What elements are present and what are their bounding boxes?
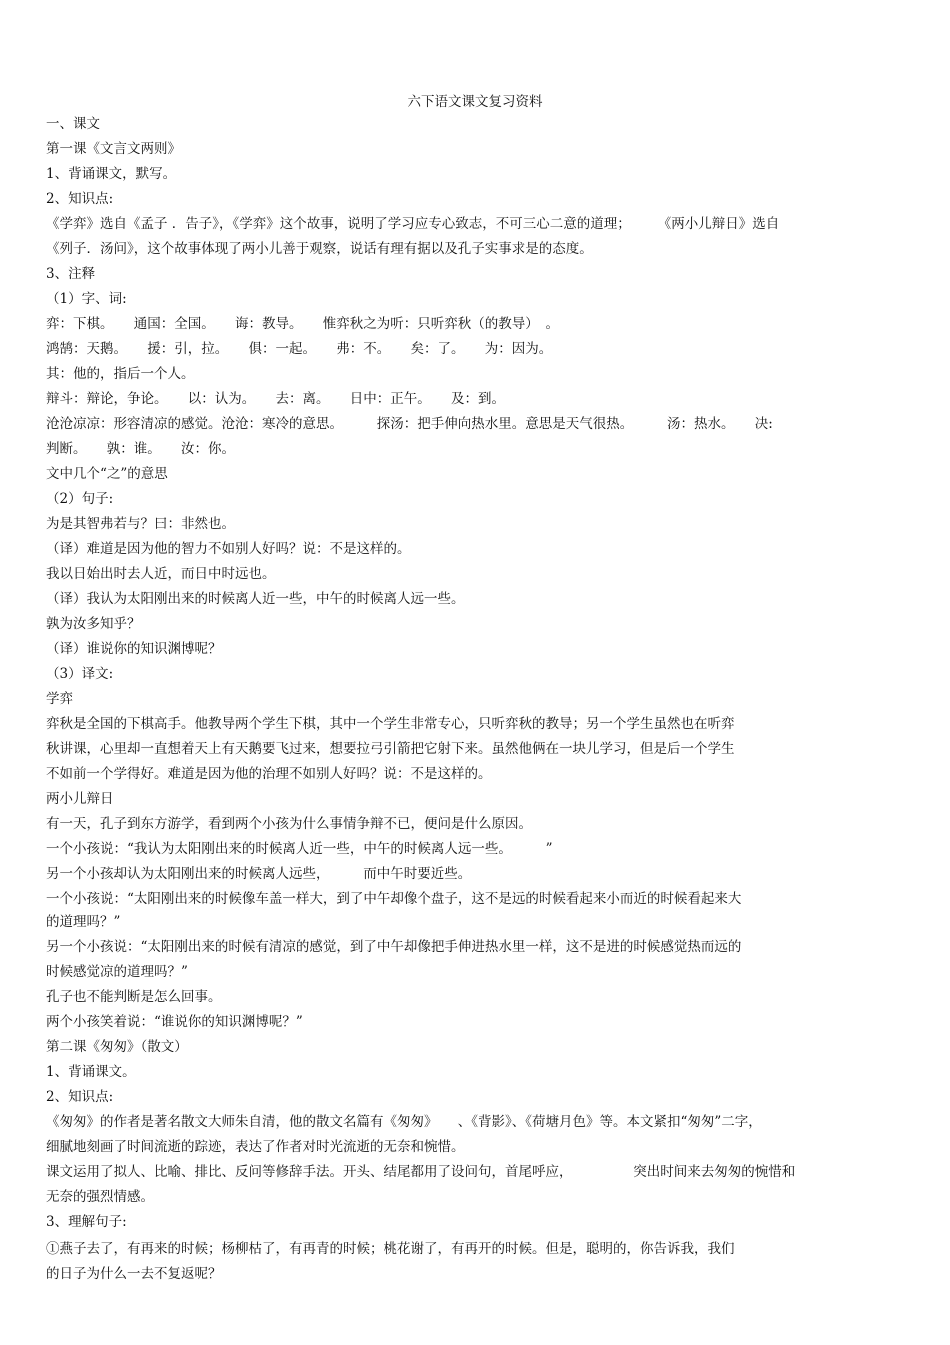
text-line: 孔子也不能判断是怎么回事。 <box>46 989 222 1005</box>
text-line: 文中几个“之”的意思 <box>46 466 168 482</box>
text-line: 有一天，孔子到东方游学，看到两个小孩为什么事情争辩不已，便问是什么原因。 <box>46 816 532 832</box>
text-line: 一个小孩说：“我认为太阳刚出来的时候离人近一些，中午的时候离人远一些。 ” <box>46 841 553 857</box>
text-line: 另一个小孩却认为太阳刚出来的时候离人远些， 而中午时要近些。 <box>46 866 472 882</box>
text-line: 3、注释 <box>46 266 96 282</box>
text-line: 判断。 孰：谁。 汝：你。 <box>46 441 235 457</box>
text-line: 其：他的，指后一个人。 <box>46 366 195 382</box>
text-line: 为是其智弗若与？曰：非然也。 <box>46 516 235 532</box>
text-line: 秋讲课，心里却一直想着天上有天鹅要飞过来，想要拉弓引箭把它射下来。虽然他俩在一块儿学习，但是后一个学生 <box>46 741 735 757</box>
text-line: 1、背诵课文，默写。 <box>46 166 177 182</box>
text-line: 的日子为什么一去不复返呢？ <box>46 1266 222 1282</box>
text-line: 细腻地刻画了时间流逝的踪迹，表达了作者对时光流逝的无奈和惋惜。 <box>46 1139 465 1155</box>
text-line: 一、课文 <box>46 116 100 132</box>
text-line: （译）我认为太阳刚出来的时候离人近一些，中午的时候离人远一些。 <box>46 591 465 607</box>
text-line: 两个小孩笑着说：“谁说你的知识渊博呢？” <box>46 1014 303 1030</box>
text-line: 2、知识点: <box>46 1089 114 1105</box>
text-line: 无奈的强烈情感。 <box>46 1189 154 1205</box>
text-line: 课文运用了拟人、比喻、排比、反问等修辞手法。开头、结尾都用了设问句，首尾呼应， 突出时间来去匆匆的惋惜和 <box>46 1164 796 1180</box>
text-line: 孰为汝多知乎？ <box>46 616 141 632</box>
text-line: （译）谁说你的知识渊博呢？ <box>46 641 222 657</box>
text-line: 1、背诵课文。 <box>46 1064 136 1080</box>
text-line: 两小儿辩日 <box>46 791 114 807</box>
text-line: 2、知识点: <box>46 191 114 207</box>
text-line: 弈秋是全国的下棋高手。他教导两个学生下棋，其中一个学生非常专心，只听弈秋的教导；另一个学生虽然也在听弈 <box>46 716 735 732</box>
text-line: 学弈 <box>46 691 73 707</box>
text-line: 《学弈》选自《孟子 ．告子》，《学弈》这个故事，说明了学习应专心致志，不可三心二意的道理； 《两小儿辩日》选自 <box>46 216 780 232</box>
document-title: 六下语文课文复习资料 <box>407 94 543 110</box>
text-line: 弈：下棋。 通国：全国。 诲：教导。 惟弈秋之为听：只听弈秋（的教导） 。 <box>46 316 559 332</box>
text-line: 时候感觉凉的道理吗？” <box>46 964 188 980</box>
text-line: （2）句子: <box>46 491 114 507</box>
text-line: 鸿鹄：天鹅。 援：引，拉。 俱：一起。 弗：不。 矣：了。 为：因为。 <box>46 341 553 357</box>
text-line: 我以日始出时去人近，而日中时远也。 <box>46 566 276 582</box>
text-line: 一个小孩说：“太阳刚出来的时候像车盖一样大，到了中午却像个盘子，这不是远的时候看起来小而近的时候看起来大 <box>46 891 742 907</box>
text-line: 第一课《文言文两则》 <box>46 141 181 157</box>
text-line: ①燕子去了，有再来的时候；杨柳枯了，有再青的时候；桃花谢了，有再开的时候。但是，聪明的，你告诉我，我们 <box>46 1241 735 1257</box>
text-line: 第二课《匆匆》（散文） <box>46 1039 188 1055</box>
text-line: 不如前一个学得好。难道是因为他的治理不如别人好吗？说：不是这样的。 <box>46 766 492 782</box>
text-line: （3）译文: <box>46 666 114 682</box>
text-line: （译）难道是因为他的智力不如别人好吗？说：不是这样的。 <box>46 541 411 557</box>
text-line: 辩斗：辩论，争论。 以：认为。 去：离。 日中：正午。 及：到。 <box>46 391 505 407</box>
text-line: 《匆匆》的作者是著名散文大师朱自清，他的散文名篇有《匆匆》 、《背影》、《荷塘月色》等。本文紧扣“匆匆”二字， <box>46 1114 762 1130</box>
text-line: 另一个小孩说：“太阳刚出来的时候有清凉的感觉，到了中午却像把手伸进热水里一样，这不是进的时候感觉热而远的 <box>46 939 742 955</box>
text-line: 沧沧凉凉：形容清凉的感觉。沧沧：寒冷的意思。 探汤：把手伸向热水里。意思是天气很热。 汤：热水。 决: <box>46 416 773 432</box>
text-line: 3、理解句子: <box>46 1214 127 1230</box>
text-line: 《列子．汤问》，这个故事体现了两小儿善于观察，说话有理有据以及孔子实事求是的态度。 <box>46 241 593 257</box>
text-line: （1）字、词: <box>46 291 127 307</box>
text-line: 的道理吗？” <box>46 914 121 930</box>
